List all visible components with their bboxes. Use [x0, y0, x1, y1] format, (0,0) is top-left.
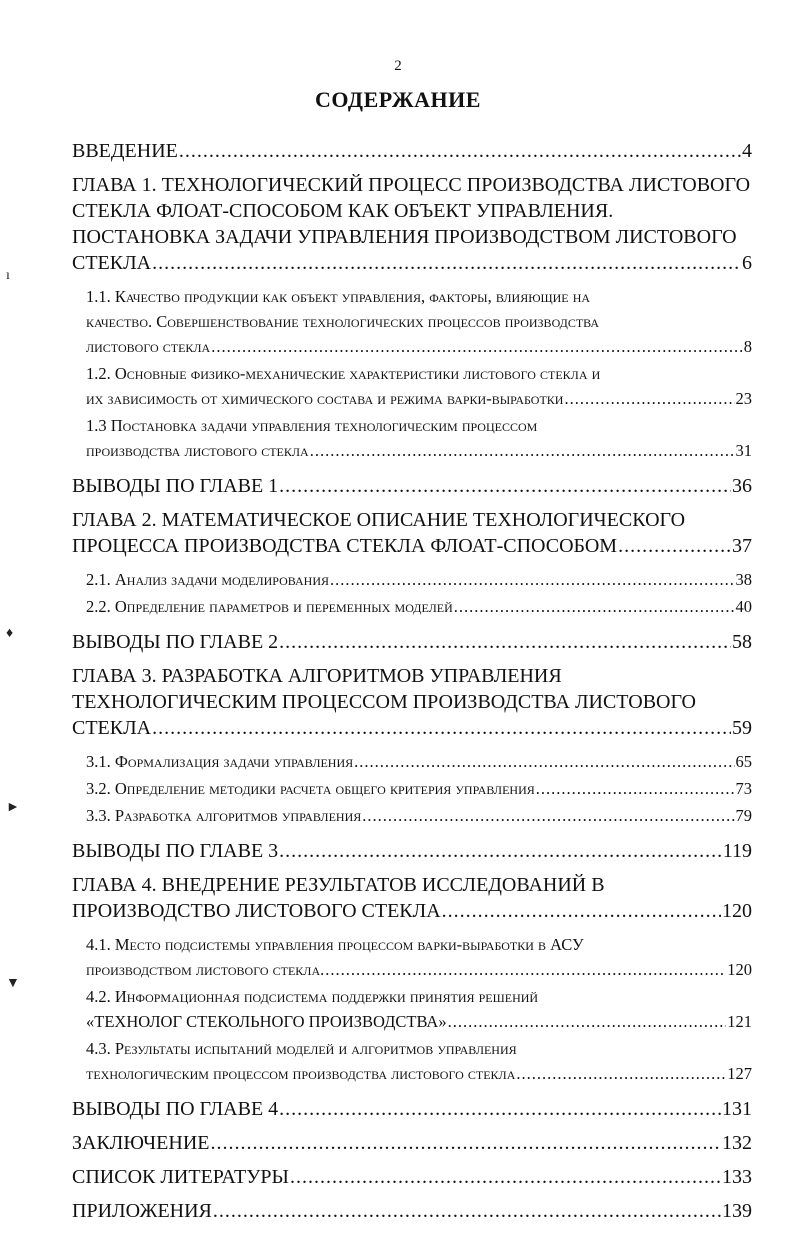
toc-entry[interactable] — [72, 1096, 752, 1122]
toc-page-number: 139 — [722, 1200, 752, 1222]
toc-entry-line: ТЕХНОЛОГИЧЕСКИМ ПРОЦЕССОМ ПРОИЗВОДСТВА ЛИСТОВОГО — [72, 691, 696, 713]
toc-entry-title: производства листового стекла — [86, 441, 309, 460]
toc-page-number: 37 — [732, 535, 752, 557]
dot-leader — [290, 1164, 721, 1190]
toc-page-number: 73 — [735, 779, 752, 798]
dot-leader — [152, 715, 731, 741]
toc-subentry[interactable] — [86, 567, 752, 592]
toc-entry-title: листового стекла — [86, 337, 211, 356]
toc-page-number: 40 — [735, 597, 752, 616]
dot-leader — [564, 386, 734, 411]
toc-entry-line: ПОСТАНОВКА ЗАДАЧИ УПРАВЛЕНИЯ ПРОИЗВОДСТВОМ ЛИСТОВОГО — [72, 226, 737, 248]
toc-page-number: 131 — [722, 1098, 752, 1120]
toc-entry-title: СТЕКЛА — [72, 252, 152, 274]
dot-leader — [279, 473, 731, 499]
toc-page-number: 121 — [727, 1012, 752, 1031]
toc-entry-title: ПРИЛОЖЕНИЯ — [72, 1200, 212, 1222]
dot-leader — [330, 567, 735, 592]
toc-subentry[interactable] — [86, 749, 752, 774]
toc-subentry[interactable] — [86, 932, 752, 982]
toc-page-number: 120 — [727, 960, 752, 979]
toc-subentry[interactable] — [86, 413, 752, 463]
toc-entry-title: ВЫВОДЫ ПО ГЛАВЕ 2 — [72, 631, 279, 653]
toc-entry-title: СПИСОК ЛИТЕРАТУРЫ — [72, 1166, 289, 1188]
toc-entry-title: «ТЕХНОЛОГ СТЕКОЛЬНОГО ПРОИЗВОДСТВА» — [86, 1012, 447, 1031]
toc-entry[interactable] — [72, 138, 752, 164]
dot-leader — [516, 1061, 726, 1086]
toc-entry[interactable] — [72, 629, 752, 655]
toc-subentry[interactable] — [86, 594, 752, 619]
toc-subentry[interactable] — [86, 1036, 752, 1086]
toc-entry-line: ГЛАВА 1. ТЕХНОЛОГИЧЕСКИЙ ПРОЦЕСС ПРОИЗВОДСТВА ЛИСТОВОГО — [72, 174, 751, 196]
toc-entry-title: 3.1. Формализация задачи управления — [86, 752, 354, 771]
toc-entry-line: СТЕКЛА ФЛОАТ-СПОСОБОМ КАК ОБЪЕКТ УПРАВЛЕНИЯ. — [72, 200, 614, 222]
dot-leader — [179, 138, 741, 164]
toc-page-number: 4 — [742, 140, 752, 162]
toc-subentry[interactable] — [86, 984, 752, 1034]
toc-entry[interactable] — [72, 1130, 752, 1156]
toc-page-number: 31 — [735, 441, 752, 460]
toc-entry-title: ЗАКЛЮЧЕНИЕ — [72, 1132, 210, 1154]
toc-entry[interactable] — [72, 172, 752, 276]
toc-entry-title: производством листового стекла. — [86, 960, 325, 979]
toc-entry-line: 1.1. Качество продукции как объект управления, факторы, влияющие на — [86, 287, 591, 306]
dot-leader — [152, 250, 741, 276]
toc-subentry[interactable] — [86, 803, 752, 828]
dot-leader — [536, 776, 735, 801]
toc-entry-title: 3.2. Определение методики расчета общего критерия управления — [86, 779, 535, 798]
toc-subentry[interactable] — [86, 776, 752, 801]
toc-entry-title: СТЕКЛА — [72, 717, 152, 739]
toc-entry-title: ВЫВОДЫ ПО ГЛАВЕ 3 — [72, 840, 279, 862]
toc-entry-line: 1.2. Основные физико-механические характеристики листового стекла и — [86, 364, 601, 383]
toc-entry[interactable] — [72, 1164, 752, 1190]
toc-entry[interactable] — [72, 872, 752, 924]
toc-page-number: 6 — [742, 252, 752, 274]
toc-entry-line: 4.2. Информационная подсистема поддержки принятия решений — [86, 987, 539, 1006]
dot-leader — [325, 957, 726, 982]
toc-entry[interactable] — [72, 838, 752, 864]
toc-page-number: 127 — [727, 1064, 752, 1083]
dot-leader — [618, 533, 731, 559]
margin-mark: ♦ — [6, 626, 14, 641]
dot-leader — [354, 749, 734, 774]
dot-leader — [213, 1198, 721, 1224]
dot-leader — [448, 1009, 727, 1034]
toc-page-number: 119 — [722, 840, 752, 862]
toc-page-number: 79 — [735, 806, 752, 825]
toc-entry[interactable] — [72, 473, 752, 499]
dot-leader — [454, 594, 735, 619]
margin-mark: ı — [6, 268, 10, 283]
toc-page-number: 8 — [743, 337, 752, 356]
toc-page-number: 23 — [735, 389, 752, 408]
dot-leader — [279, 1096, 721, 1122]
dot-leader — [310, 438, 735, 463]
toc-entry-title: 3.3. Разработка алгоритмов управления — [86, 806, 362, 825]
toc-entry-line: 1.3 Постановка задачи управления технологическим процессом — [86, 416, 538, 435]
toc-entry-line: ГЛАВА 3. РАЗРАБОТКА АЛГОРИТМОВ УПРАВЛЕНИЯ — [72, 665, 562, 687]
dot-leader — [279, 629, 731, 655]
toc-page-number: 59 — [732, 717, 752, 739]
toc-entry-line: 4.3. Результаты испытаний моделей и алгоритмов управления — [86, 1039, 517, 1058]
dot-leader — [211, 334, 743, 359]
toc-entry-title: 2.1. Анализ задачи моделирования — [86, 570, 329, 589]
margin-mark: ► — [6, 800, 20, 815]
toc-entry[interactable] — [72, 1198, 752, 1224]
toc-entry-title: ВЫВОДЫ ПО ГЛАВЕ 4 — [72, 1098, 279, 1120]
dot-leader — [279, 838, 722, 864]
toc-entry-title: ВВЕДЕНИЕ — [72, 140, 178, 162]
toc-entry-line: 4.1. Место подсистемы управления процессом варки-выработки в АСУ — [86, 935, 584, 954]
table-of-contents — [72, 138, 752, 1232]
page-title: СОДЕРЖАНИЕ — [315, 87, 481, 112]
toc-entry[interactable] — [72, 507, 752, 559]
toc-page-number: 58 — [732, 631, 752, 653]
toc-entry-line: ГЛАВА 2. МАТЕМАТИЧЕСКОЕ ОПИСАНИЕ ТЕХНОЛОГИЧЕСКОГО — [72, 509, 686, 531]
toc-page-number: 132 — [722, 1132, 752, 1154]
dot-leader — [210, 1130, 721, 1156]
toc-page-number: 120 — [722, 900, 752, 922]
dot-leader — [362, 803, 734, 828]
toc-entry-title: их зависимость от химического состава и режима варки-выработки — [86, 389, 564, 408]
toc-subentry[interactable] — [86, 361, 752, 411]
toc-entry-title: технологическим процессом производства листового стекла — [86, 1064, 516, 1083]
toc-page-number: 38 — [735, 570, 752, 589]
dot-leader — [442, 898, 721, 924]
toc-page-number: 36 — [732, 475, 752, 497]
toc-page-number: 133 — [722, 1166, 752, 1188]
toc-subentry[interactable] — [86, 284, 752, 359]
toc-entry-title: ВЫВОДЫ ПО ГЛАВЕ 1 — [72, 475, 279, 497]
toc-entry-title: 2.2. Определение параметров и переменных моделей — [86, 597, 453, 616]
toc-entry[interactable] — [72, 663, 752, 741]
toc-entry-line: ГЛАВА 4. ВНЕДРЕНИЕ РЕЗУЛЬТАТОВ ИССЛЕДОВАНИЙ В — [72, 874, 605, 896]
toc-entry-title: ПРОЦЕССА ПРОИЗВОДСТВА СТЕКЛА ФЛОАТ-СПОСОБОМ — [72, 535, 618, 557]
toc-entry-title: ПРОИЗВОДСТВО ЛИСТОВОГО СТЕКЛА — [72, 900, 441, 922]
page-number: 2 — [394, 58, 402, 74]
toc-entry-line: качество. Совершенствование технологических процессов производства — [86, 312, 600, 331]
toc-page-number: 65 — [735, 752, 752, 771]
margin-mark: ▼ — [6, 976, 20, 991]
